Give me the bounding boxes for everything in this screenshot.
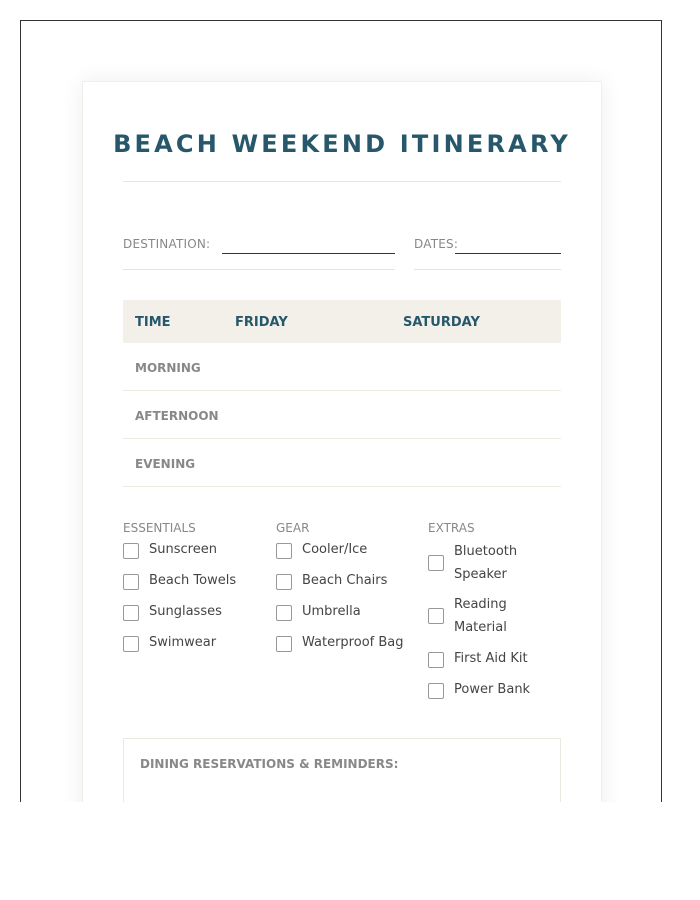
checkbox[interactable] <box>428 683 444 699</box>
checkbox[interactable] <box>276 605 292 621</box>
header-friday: FRIDAY <box>235 315 288 330</box>
checkbox[interactable] <box>123 605 139 621</box>
checklist-item[interactable] <box>276 635 404 654</box>
gear-title: GEAR <box>276 521 310 535</box>
checkbox-label: Bluetooth Speaker <box>454 544 518 582</box>
checkbox[interactable] <box>276 543 292 559</box>
checkbox-label: Umbrella <box>302 604 361 619</box>
checkbox-label: First Aid Kit <box>454 651 528 666</box>
header-time: TIME <box>135 315 171 330</box>
checkbox[interactable] <box>123 543 139 559</box>
table-row <box>123 343 561 391</box>
row-label-afternoon: AFTERNOON <box>135 409 219 423</box>
dates-underline <box>414 269 561 270</box>
dining-notes-box[interactable] <box>123 738 561 802</box>
schedule-header-row <box>123 300 561 343</box>
row-label-morning: MORNING <box>135 361 201 375</box>
extras-title: EXTRAS <box>428 521 475 535</box>
table-row <box>123 391 561 439</box>
destination-field[interactable] <box>222 253 395 254</box>
destination-label: DESTINATION: <box>123 237 211 251</box>
page-title: BEACH WEEKEND ITINERARY <box>113 130 571 158</box>
checkbox-label: Sunglasses <box>149 604 222 619</box>
essentials-title: ESSENTIALS <box>123 521 196 535</box>
row-label-evening: EVENING <box>135 457 196 471</box>
checklist-item[interactable] <box>123 604 222 623</box>
checkbox-label: Cooler/Ice <box>302 542 368 557</box>
checkbox-label: Sunscreen <box>149 542 217 557</box>
header-saturday: SATURDAY <box>403 315 480 330</box>
dining-label: DINING RESERVATIONS & REMINDERS: <box>140 757 399 771</box>
destination-underline <box>123 269 395 270</box>
checklist-item[interactable] <box>428 651 528 670</box>
checklist-item[interactable] <box>276 573 387 592</box>
checklist-item[interactable] <box>428 682 530 701</box>
title-divider <box>123 181 561 182</box>
dates-label: DATES: <box>414 237 459 251</box>
page-frame <box>20 20 662 802</box>
checkbox-label: Power Bank <box>454 682 531 697</box>
checkbox-label: Waterproof Bag <box>302 635 404 650</box>
checkbox[interactable] <box>123 574 139 590</box>
schedule-table <box>123 300 561 487</box>
checkbox[interactable] <box>276 574 292 590</box>
checklist-item[interactable] <box>428 544 534 586</box>
checkbox-label: Beach Chairs <box>302 573 388 588</box>
checklist-item[interactable] <box>276 604 361 623</box>
checklist-item[interactable] <box>276 542 367 561</box>
checkbox[interactable] <box>123 636 139 652</box>
checkbox-label: Beach Towels <box>149 573 237 588</box>
checkbox[interactable] <box>428 652 444 668</box>
itinerary-sheet <box>82 81 602 802</box>
checklist-item[interactable] <box>123 635 216 654</box>
checkbox[interactable] <box>428 608 444 624</box>
checkbox[interactable] <box>276 636 292 652</box>
checklist-item[interactable] <box>123 573 236 592</box>
checklist-item[interactable] <box>123 542 217 561</box>
checkbox-label: Swimwear <box>149 635 217 650</box>
table-row <box>123 439 561 487</box>
checklist-item[interactable] <box>428 597 534 639</box>
checkbox[interactable] <box>428 555 444 571</box>
checkbox-label: Reading Material <box>454 597 507 635</box>
dates-field[interactable] <box>455 253 561 254</box>
